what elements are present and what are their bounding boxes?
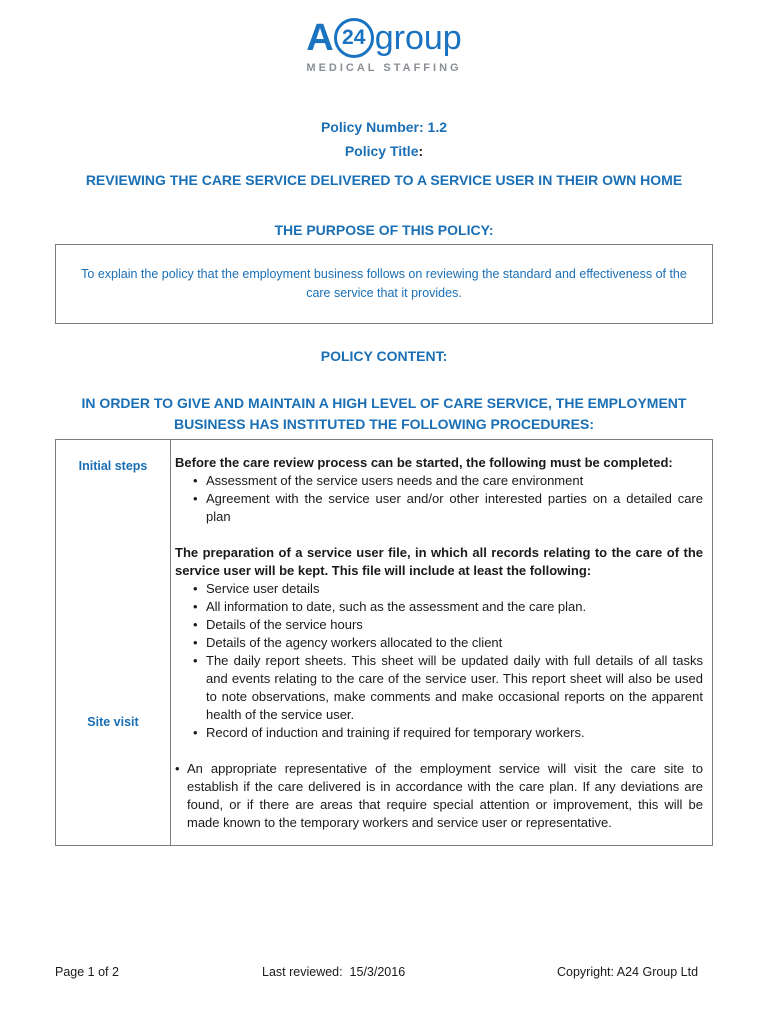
policy-number: Policy Number: 1.2	[320, 119, 448, 135]
purpose-text: To explain the policy that the employment business follows on reviewing the standard and effectiveness of the care service that it provides.	[81, 267, 687, 300]
logo-word-group: group	[374, 19, 462, 57]
logo-tagline: MEDICAL STAFFING	[306, 62, 462, 74]
logo-wordmark	[306, 18, 461, 58]
before-heading: Before the care review process can be started, the following must be completed:	[175, 455, 673, 470]
list-item: • Details of the service hours	[206, 616, 703, 634]
list-item: • Details of the agency workers allocated to the client	[206, 634, 703, 652]
footer-page-number: Page 1 of 2	[55, 965, 119, 979]
procedures-intro-heading	[0, 393, 768, 435]
procedures-intro-text: IN ORDER TO GIVE AND MAINTAIN A HIGH LEVEL OF CARE SERVICE, THE EMPLOYMENT BUSINESS HAS INSTITUTED THE FOLLOWING PROCEDURES:	[81, 395, 687, 432]
company-logo	[0, 18, 768, 74]
logo-letter-a: A	[306, 17, 333, 59]
logo-number-circle: 24	[334, 18, 374, 58]
policy-title-colon: :	[418, 143, 424, 159]
list-item: • All information to date, such as the assessment and the care plan.	[206, 598, 703, 616]
policy-title-label-text: Policy Title	[344, 143, 419, 159]
procedures-content-column	[175, 454, 703, 832]
site-visit-label: Site visit	[87, 715, 139, 729]
list-item: • The daily report sheets. This sheet will be updated daily with full details of all tasks and events relating to the care of the service user. This report sheet will also be used to note observations, make comments and make occasional reports on the apparent health of the service user.	[206, 652, 703, 724]
policy-title: REVIEWING THE CARE SERVICE DELIVERED TO A SERVICE USER IN THEIR OWN HOME	[85, 172, 683, 188]
procedures-table	[55, 439, 713, 846]
policy-title-label	[0, 143, 768, 159]
procedures-label-column	[56, 440, 171, 845]
purpose-box	[55, 244, 713, 324]
list-item: • Agreement with the service user and/or other interested parties on a detailed care plan	[206, 490, 703, 526]
list-item: • Record of induction and training if required for temporary workers.	[206, 724, 703, 742]
policy-content-heading: POLICY CONTENT:	[320, 348, 448, 364]
list-item: • Assessment of the service users needs and the care environment	[206, 472, 703, 490]
footer-copyright: Copyright: A24 Group Ltd	[557, 965, 699, 979]
initial-steps-label: Initial steps	[78, 459, 148, 473]
file-heading: The preparation of a service user file, in which all records relating to the care of the service user will be kept. This file will include at least the following:	[175, 545, 703, 578]
before-list	[175, 472, 703, 526]
footer-last-reviewed: Last reviewed: 15/3/2016	[262, 965, 406, 979]
file-list	[175, 580, 703, 742]
list-item: • Service user details	[206, 580, 703, 598]
purpose-heading: THE PURPOSE OF THIS POLICY:	[274, 222, 494, 238]
site-visit-list	[175, 760, 703, 832]
list-item: • An appropriate representative of the employment service will visit the care site to establish if the care delivered is in accordance with the care plan. If any deviations are found, or if there are areas that require special attention or improvement, this will be made known to the temporary workers and service user or representative.	[187, 760, 703, 832]
